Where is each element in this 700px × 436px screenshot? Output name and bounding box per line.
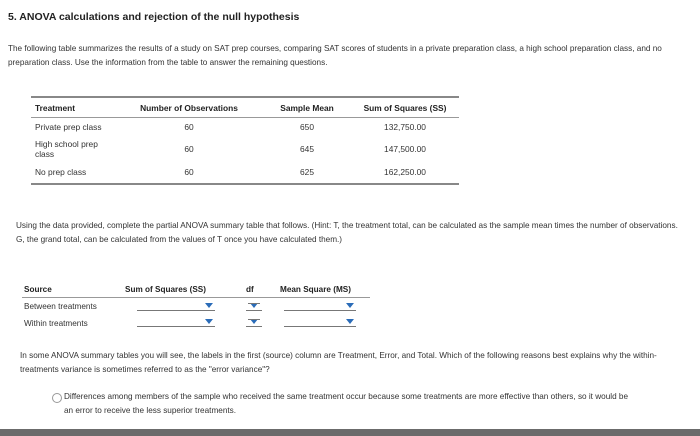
between-ms-dropdown[interactable] bbox=[284, 300, 356, 311]
observations-cell: 60 bbox=[184, 121, 194, 132]
observations-cell: 60 bbox=[184, 144, 194, 154]
observations-cell: 60 bbox=[115, 163, 263, 184]
header-sample-mean: Sample Mean bbox=[263, 97, 351, 118]
chevron-down-icon bbox=[250, 319, 258, 324]
anova-header-rule bbox=[22, 297, 370, 298]
anova-header-ss: Sum of Squares (SS) bbox=[125, 285, 206, 294]
mean-cell: 625 bbox=[263, 163, 351, 184]
table-row bbox=[31, 163, 459, 184]
ss-cell: 147,500.00 bbox=[384, 144, 426, 154]
table-row bbox=[31, 118, 459, 137]
anova-row-label-between: Between treatments bbox=[24, 302, 97, 311]
answer-option-1-text: Differences among members of the sample who received the same treatment occur because some treatments are more effective than others, so it would be an error to receive the less superior treatments. bbox=[64, 392, 629, 415]
within-ms-dropdown[interactable] bbox=[284, 316, 356, 327]
chevron-down-icon bbox=[346, 319, 354, 324]
treatment-cell: Private prep class bbox=[35, 121, 102, 132]
ss-cell: 162,250.00 bbox=[351, 163, 459, 184]
chevron-down-icon bbox=[250, 303, 258, 308]
ss-cell: 132,750.00 bbox=[384, 121, 426, 132]
treatment-cell: High school prep class bbox=[35, 139, 98, 159]
between-ss-dropdown[interactable] bbox=[137, 300, 215, 311]
between-df-dropdown[interactable] bbox=[246, 300, 262, 311]
table-row bbox=[31, 136, 459, 163]
treatment-cell: No prep class bbox=[31, 163, 115, 184]
anova-header-df: df bbox=[246, 285, 254, 294]
anova-summary-table bbox=[22, 285, 372, 333]
within-ss-dropdown[interactable] bbox=[137, 316, 215, 327]
bottom-scroll-bar bbox=[0, 429, 700, 436]
instructions-paragraph: Using the data provided, complete the partial ANOVA summary table that follows. (Hint: T, the treatment total, can be calculated as the sample mean times the number of observations. G, the grand total, can be calculated from the values of T once you have calculated them.) bbox=[16, 221, 678, 244]
intro-paragraph: The following table summarizes the results of a study on SAT prep courses, comparing SAT scores of students in a private preparation class, a high school preparation class, and no preparation class. Use the information from the table to answer the remaining questions. bbox=[8, 44, 662, 67]
follow-up-question: In some ANOVA summary tables you will see, the labels in the first (source) column are Treatment, Error, and Total. Which of the following reasons best explains why the within-treatments variance is sometimes referred to as the "error variance"? bbox=[20, 351, 657, 374]
within-df-dropdown[interactable] bbox=[246, 316, 262, 327]
table-header-row bbox=[31, 97, 459, 118]
chevron-down-icon bbox=[205, 319, 213, 324]
question-title: 5. ANOVA calculations and rejection of the null hypothesis bbox=[8, 11, 300, 23]
anova-header-ms: Mean Square (MS) bbox=[280, 285, 351, 294]
anova-row-label-within: Within treatments bbox=[24, 319, 88, 328]
anova-header-source: Source bbox=[24, 285, 52, 294]
chevron-down-icon bbox=[346, 303, 354, 308]
header-observations: Number of Observations bbox=[115, 97, 263, 118]
header-sum-of-squares: Sum of Squares (SS) bbox=[351, 97, 459, 118]
header-treatment: Treatment bbox=[31, 97, 115, 118]
option-1-radio[interactable] bbox=[52, 393, 62, 403]
mean-cell: 645 bbox=[300, 144, 314, 154]
mean-cell: 650 bbox=[300, 121, 314, 132]
summary-table bbox=[31, 96, 459, 185]
chevron-down-icon bbox=[205, 303, 213, 308]
